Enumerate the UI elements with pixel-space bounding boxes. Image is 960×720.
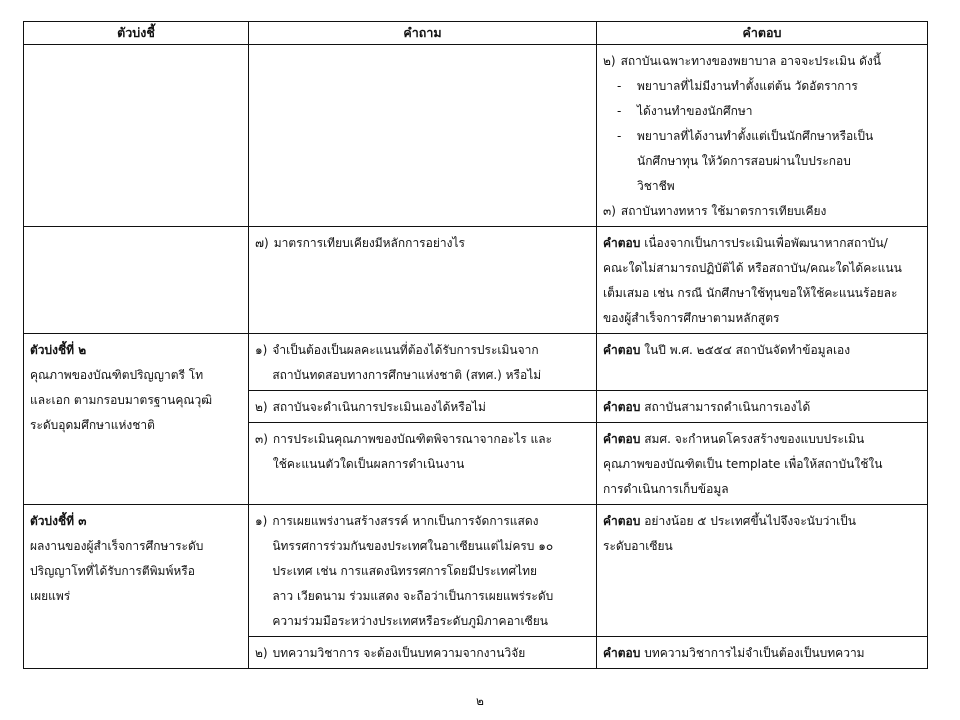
question-text: [273, 427, 590, 477]
answer-line: [603, 509, 921, 534]
answer-cell: [597, 423, 928, 505]
qa-table: [23, 21, 928, 669]
question-line: การเผยแพร่งานสร้างสรรค์ หากเป็นการจัดการแสดง: [272, 514, 539, 528]
answer-line: คุณภาพของบัณฑิตเป็น template เพื่อให้สถาบันใช้ใน: [603, 457, 883, 471]
answer-cell: [597, 227, 928, 334]
indicator-line: ผลงานของผู้สำเร็จการศึกษาระดับ: [30, 539, 204, 553]
bullet-line: นักศึกษาทุน ให้วัดการสอบผ่านใบประกอบ: [637, 154, 851, 168]
bullet-line: วิชาชีพ: [637, 179, 675, 193]
indicator-title: ตัวบ่งชี้ที่ ๒: [30, 343, 87, 357]
indicator-cell: [24, 227, 249, 334]
answer-text: สมศ. จะกำหนดโครงสร้างของแบบประเมิน: [644, 432, 865, 446]
answer-line: ระดับอาเซียน: [603, 539, 673, 553]
question-line: ใช้คะแนนตัวใดเป็นผลการดำเนินงาน: [272, 457, 465, 471]
answer-line: [603, 427, 921, 452]
question-cell: [249, 505, 597, 637]
answer-text: สถาบันสามารถดำเนินการเองได้: [644, 400, 811, 414]
question-number: ๑): [255, 343, 268, 357]
header-question: คำถาม: [249, 22, 597, 45]
question-number: ๒): [255, 646, 268, 660]
question-item: [255, 641, 590, 666]
bullet-item: [603, 74, 921, 99]
question-number: ๑): [255, 514, 268, 528]
bullet-mark: -: [617, 79, 622, 93]
question-line: นิทรรศการร่วมกันของประเทศในอาเซียนแต่ไม่ครบ ๑๐: [272, 539, 554, 553]
answer-label: คำตอบ: [603, 514, 641, 528]
answer-label: คำตอบ: [603, 236, 641, 250]
answer-text: เนื่องจากเป็นการประเมินเพื่อพัฒนาหากสถาบัน/: [644, 236, 888, 250]
indicator-line: ปริญญาโทที่ได้รับการตีพิมพ์หรือ: [30, 564, 195, 578]
table-row: [24, 45, 928, 227]
indicator-cell: [24, 334, 249, 505]
table-header-row: [24, 22, 928, 45]
indicator-title: ตัวบ่งชี้ที่ ๓: [30, 514, 87, 528]
indicator-cell: [24, 45, 249, 227]
question-text: บทความวิชาการ จะต้องเป็นบทความจากงานวิจัย: [272, 646, 526, 660]
indicator-line: เผยแพร่: [30, 589, 71, 603]
question-line: ความร่วมมือระหว่างประเทศหรือระดับภูมิภาคอาเซียน: [272, 614, 548, 628]
table-row: [24, 505, 928, 637]
answer-label: คำตอบ: [603, 432, 641, 446]
question-cell: [249, 227, 597, 334]
question-number: ๗): [255, 236, 269, 250]
bullet-text-block: [637, 124, 921, 199]
table-row: [24, 227, 928, 334]
question-cell: [249, 637, 597, 669]
header-indicator: ตัวบ่งชี้: [24, 22, 249, 45]
answer-cell: [597, 391, 928, 423]
question-text: [272, 338, 590, 388]
bullet-mark: -: [617, 129, 622, 143]
bullet-mark: -: [617, 104, 622, 118]
answer-text: สถาบันเฉพาะทางของพยาบาล อาจจะประเมิน ดังนี้: [620, 54, 881, 68]
answer-cell: [597, 505, 928, 637]
question-item: [255, 427, 590, 477]
table-row: [24, 334, 928, 391]
indicator-line: และเอก ตามกรอบมาตรฐานคุณวุฒิ: [30, 393, 213, 407]
answer-label: คำตอบ: [603, 646, 641, 660]
answer-item: [603, 49, 921, 74]
question-number: ๒): [255, 400, 268, 414]
answer-number: ๒): [603, 54, 616, 68]
question-cell: [249, 45, 597, 227]
bullet-text: ได้งานทำของนักศึกษา: [637, 104, 753, 118]
bullet-line: พยาบาลที่ได้งานทำตั้งแต่เป็นนักศึกษาหรือเป็น: [637, 129, 874, 143]
indicator-cell: [24, 505, 249, 669]
question-line: การประเมินคุณภาพของบัณฑิตพิจารณาจากอะไร และ: [272, 432, 553, 446]
answer-text: บทความวิชาการไม่จำเป็นต้องเป็นบทความ: [644, 646, 865, 660]
question-cell: [249, 334, 597, 391]
question-item: [255, 231, 590, 256]
question-text: สถาบันจะดำเนินการประเมินเองได้หรือไม่: [272, 400, 486, 414]
indicator-line: ระดับอุดมศึกษาแห่งชาติ: [30, 418, 155, 432]
answer-line: ของผู้สำเร็จการศึกษาตามหลักสูตร: [603, 311, 780, 325]
question-text: มาตรการเทียบเคียงมีหลักการอย่างไร: [273, 236, 465, 250]
answer-text: สถาบันทางทหาร ใช้มาตรการเทียบเคียง: [620, 204, 827, 218]
question-item: [255, 338, 590, 388]
header-answer: คำตอบ: [597, 22, 928, 45]
question-item: [255, 395, 590, 420]
question-cell: [249, 391, 597, 423]
question-text: [272, 509, 590, 634]
answer-number: ๓): [603, 204, 616, 218]
answer-line: การดำเนินการเก็บข้อมูล: [603, 482, 729, 496]
answer-item: [603, 199, 921, 224]
question-cell: [249, 423, 597, 505]
answer-line: [603, 231, 921, 256]
question-line: ประเทศ เช่น การแสดงนิทรรศการโดยมีประเทศไทย: [272, 564, 538, 578]
indicator-line: คุณภาพของบัณฑิตปริญญาตรี โท: [30, 368, 204, 382]
answer-line: เต็มเสมอ เช่น กรณี นักศึกษาใช้ทุนขอให้ใช้คะแนนร้อยละ: [603, 286, 898, 300]
answer-line: คณะใดไม่สามารถปฏิบัติได้ หรือสถาบัน/คณะใดได้คะแนน: [603, 261, 902, 275]
question-line: จำเป็นต้องเป็นผลคะแนนที่ต้องได้รับการประเมินจาก: [272, 343, 539, 357]
question-number: ๓): [255, 432, 268, 446]
answer-cell: [597, 334, 928, 391]
answer-cell: [597, 637, 928, 669]
bullet-text: พยาบาลที่ไม่มีงานทำตั้งแต่ต้น วัดอัตราการ: [637, 79, 858, 93]
bullet-item: [603, 124, 921, 199]
answer-cell: [597, 45, 928, 227]
answer-text: ในปี พ.ศ. ๒๕๕๔ สถาบันจัดทำข้อมูลเอง: [644, 343, 851, 357]
page-number: ๒: [476, 694, 484, 708]
answer-label: คำตอบ: [603, 400, 641, 414]
question-item: [255, 509, 590, 634]
bullet-item: [603, 99, 921, 124]
answer-label: คำตอบ: [603, 343, 641, 357]
question-line: ลาว เวียดนาม ร่วมแสดง จะถือว่าเป็นการเผยแพร่ระดับ: [272, 589, 554, 603]
answer-text: อย่างน้อย ๕ ประเทศขึ้นไปจึงจะนับว่าเป็น: [644, 514, 856, 528]
question-line: สถาบันทดสอบทางการศึกษาแห่งชาติ (สทศ.) หรือไม่: [272, 368, 542, 382]
